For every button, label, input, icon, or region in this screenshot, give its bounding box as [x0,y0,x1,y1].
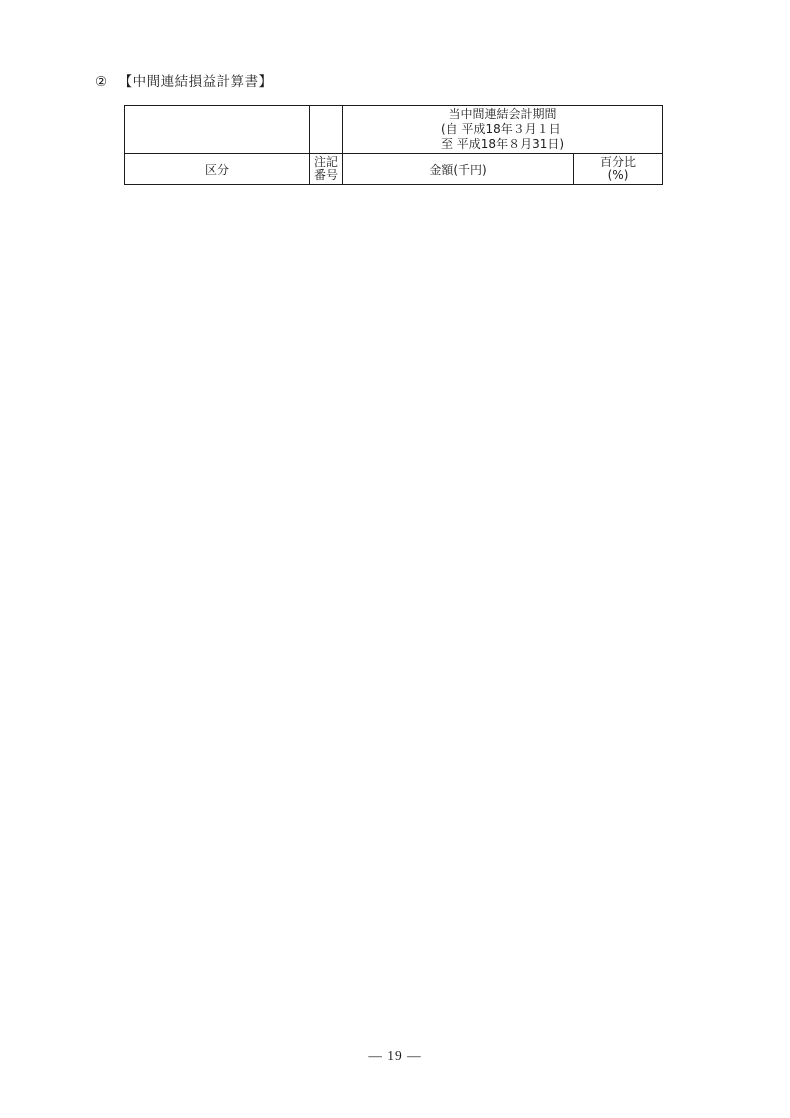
title-number: ② [95,74,108,90]
income-statement-table [124,105,663,185]
page-number: ― 19 ― [368,1048,422,1063]
category-header-blank [125,106,310,154]
title-text: 【中間連結損益計算書】 [118,74,273,90]
amount-column-header: 金額(千円) [343,154,574,185]
period-header-cell [343,106,663,154]
column-header-row [125,154,663,185]
category-column-header: 区分 [125,154,310,185]
period-title: 当中間連結会計期間 [448,107,557,121]
period-dates [441,122,564,152]
period-from: (自 平成18年３月１日 [440,122,561,136]
percent-column-header: 百分比 (%) [574,154,663,185]
period-to: 至 平成18年８月31日) [440,137,565,151]
period-header-row [125,106,663,154]
note-column-header: 注記 番号 [310,154,343,185]
page-title [95,70,273,90]
note-header-blank [310,106,343,154]
